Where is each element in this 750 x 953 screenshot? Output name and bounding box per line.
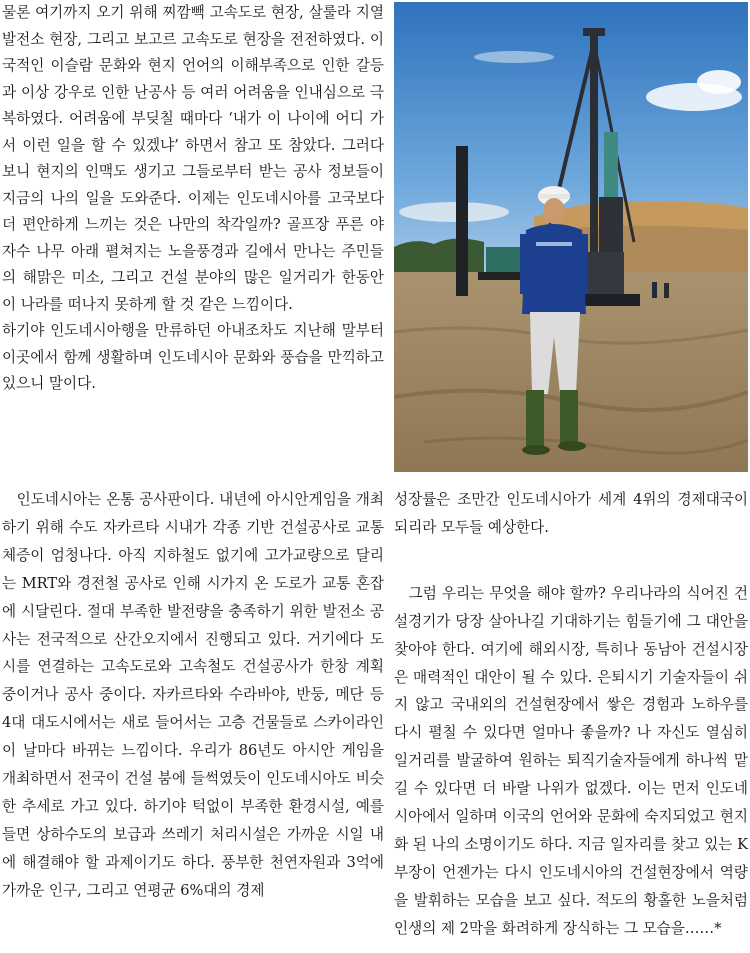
left-column [2,486,384,905]
top-paragraph-2: 하기야 인도네시아행을 만류하던 아내조차도 지난해 말부터 이곳에서 함께 생활하며 인도네시아 문화와 풍습을 만끽하고 있으니 말이다. [2,322,384,392]
paragraph-gap [394,542,748,580]
construction-site-photo [394,2,748,472]
right-paragraph-2: 그럼 우리는 무엇을 해야 할까? 우리나라의 식어진 건설경기가 당장 살아나길 기대하기는 힘들기에 그 대안을 찾아야 한다. 여기에 해외시장, 특히나 동남아 건설시장은 매력적인 대안이 될 수 있다. 은퇴시기 기술자들이 쉬지 않고 국내외의 건설현장에서 쌓은 경험과 노하우를 다시 펼칠 수 있다면 얼마나 좋을까? 나 자신도 열심히 일거리를 발굴하여 원하는 퇴직기술자들에게 하나씩 맡길 수 있다면 더 바랄 나위가 없겠다. 이는 먼저 인도네시아에서 일하며 이국의 언어와 문화에 숙지되었고 현지화 된 나의 소명이기도 하다. 지금 일자리를 찾고 있는 K부장이 언젠가는 다시 인도네시아의 건설현장에서 역량을 발휘하는 모습을 보고 싶다. 적도의 황홀한 노을처럼 인생의 제 2막을 화려하게 장식하는 그 모습을……* [394,584,748,937]
right-column [394,486,748,943]
top-text-block [2,0,384,398]
left-paragraph: 인도네시아는 온통 공사판이다. 내년에 아시안게임을 개최하기 위해 수도 자카르타 시내가 각종 기반 건설공사로 교통체증이 엄청나다. 아직 지하철도 없기에 고가교량으로 달리는 MRT와 경전철 공사로 인해 시가지 온 도로가 교통 혼잡에 시달린다. 절대 부족한 발전량을 충족하기 위한 발전소 공사는 전국적으로 산간오지에서 진행되고 있다. 거기에다 도시를 연결하는 고속도로와 고속철도 건설공사가 한창 계획 중이거나 공사 중이다. 자카르타와 수라바야, 반둥, 메단 등 4대 대도시에서는 새로 들어서는 고층 건물들로 스카이라인이 날마다 바뀌는 느낌이다. 우리가 86년도 아시안 게임을 개최하면서 전국이 건설 붐에 들썩였듯이 인도네시아도 비슷한 추세로 가고 있다. 하기야 턱없이 부족한 환경시설, 예를 들면 상하수도의 보급과 쓰레기 처리시설은 가까운 시일 내에 해결해야 할 과제이기도 하다. 풍부한 천연자원과 3억에 가까운 인구, 그리고 연평균 6%대의 경제 [2,491,384,899]
top-paragraph-1: 물론 여기까지 오기 위해 찌깜빽 고속도로 현장, 살룰라 지열 발전소 현장, 그리고 보고르 고속도로 현장을 전전하였다. 이국적인 이슬람 문화와 현지 언어의 이해부족으로 인한 갈등과 이상 강우로 인한 난공사 등 여러 어려움을 인내심으로 극복하였다. 어려움에 부딪칠 때마다 ‘내가 이 나이에 어디 가서 이런 일을 할 수 있겠냐’ 하면서 참고 또 참았다. 그러다 보니 현지의 인맥도 생기고 그들로부터 받는 공사 정보들이 지금의 나의 일을 도와준다. 이제는 인도네시아를 고국보다 더 편안하게 느끼는 것은 나만의 착각일까? 골프장 푸른 야자수 나무 아래 펼쳐지는 노을풍경과 길에서 만나는 주민들의 해맑은 미소, 그리고 건설 분야의 많은 일거리가 한동안 이 나라를 떠나지 못하게 할 것 같은 느낌이다. [2,4,384,313]
right-paragraph-1: 성장률은 조만간 인도네시아가 세계 4위의 경제대국이 되리라 모두들 예상한다. [394,491,748,536]
